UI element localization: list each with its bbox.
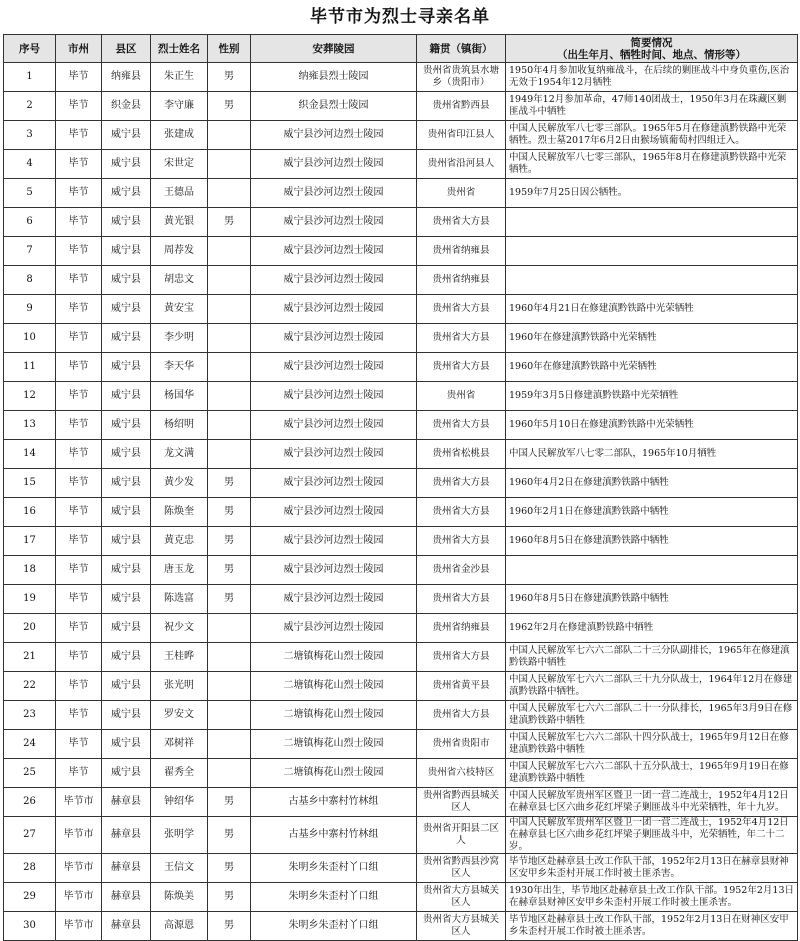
- cell-county: 威宁县: [102, 150, 151, 179]
- cell-cemetery: 威宁县沙河边烈士陵园: [251, 498, 417, 527]
- cell-county: 威宁县: [102, 614, 151, 643]
- cell-gender: [208, 179, 251, 208]
- cell-city: 毕节: [56, 469, 102, 498]
- cell-summary: 中国人民解放军八七零二部队，1965年10月牺牲: [506, 440, 798, 469]
- cell-gender: 男: [208, 92, 251, 121]
- cell-county: 威宁县: [102, 295, 151, 324]
- cell-cemetery: 二塘镇梅花山烈士陵园: [251, 759, 417, 788]
- cell-hometown: 贵州省黔西县沙窝区人: [417, 854, 506, 883]
- cell-summary: 1962年2月在修建滇黔铁路中牺牲: [506, 614, 798, 643]
- cell-name: 黄克忠: [151, 527, 208, 556]
- cell-cemetery: 威宁县沙河边烈士陵园: [251, 266, 417, 295]
- cell-summary: 1960年在修建滇黔铁路中光荣牺牲: [506, 324, 798, 353]
- cell-hometown: 贵州省黔西县城关区人: [417, 788, 506, 817]
- cell-cemetery: 威宁县沙河边烈士陵园: [251, 121, 417, 150]
- cell-name: 陈焕奎: [151, 498, 208, 527]
- cell-gender: 男: [208, 208, 251, 237]
- cell-index: 5: [4, 179, 56, 208]
- cell-hometown: 贵州省纳雍县: [417, 614, 506, 643]
- cell-county: 威宁县: [102, 585, 151, 614]
- cell-cemetery: 威宁县沙河边烈士陵园: [251, 150, 417, 179]
- header-gender: 性别: [208, 35, 251, 63]
- header-summary-subtitle: （出生年月、牺牲时间、地点、情形等）: [557, 48, 746, 61]
- cell-county: 威宁县: [102, 382, 151, 411]
- cell-gender: 男: [208, 556, 251, 585]
- cell-index: 19: [4, 585, 56, 614]
- table-row: [4, 353, 798, 382]
- cell-city: 毕节: [56, 759, 102, 788]
- cell-cemetery: 威宁县沙河边烈士陵园: [251, 208, 417, 237]
- cell-name: 宋世定: [151, 150, 208, 179]
- cell-index: 22: [4, 672, 56, 701]
- cell-summary: 1960年2月1日在修建滇黔铁路中牺牲: [506, 498, 798, 527]
- cell-city: 毕节: [56, 324, 102, 353]
- cell-name: 李守廉: [151, 92, 208, 121]
- cell-gender: 男: [208, 912, 251, 941]
- cell-hometown: 贵州省印江县人: [417, 121, 506, 150]
- cell-summary: [506, 556, 798, 585]
- table-row: [4, 527, 798, 556]
- table-row: [4, 854, 798, 883]
- cell-city: 毕节: [56, 556, 102, 585]
- table-row: [4, 469, 798, 498]
- cell-city: 毕节市: [56, 788, 102, 817]
- cell-city: 毕节市: [56, 883, 102, 912]
- cell-gender: [208, 324, 251, 353]
- cell-name: 周荐发: [151, 237, 208, 266]
- cell-gender: 男: [208, 469, 251, 498]
- cell-summary: [506, 266, 798, 295]
- cell-city: 毕节: [56, 411, 102, 440]
- cell-index: 25: [4, 759, 56, 788]
- cell-name: 黄安宝: [151, 295, 208, 324]
- cell-summary: [506, 237, 798, 266]
- cell-hometown: 贵州省大方县: [417, 498, 506, 527]
- cell-cemetery: 二塘镇梅花山烈士陵园: [251, 672, 417, 701]
- cell-cemetery: 威宁县沙河边烈士陵园: [251, 382, 417, 411]
- cell-summary: 1960年8月5日在修建滇黔铁路中牺牲: [506, 527, 798, 556]
- cell-county: 威宁县: [102, 556, 151, 585]
- cell-hometown: 贵州省黄平县: [417, 672, 506, 701]
- cell-hometown: 贵州省大方县: [417, 295, 506, 324]
- cell-hometown: 贵州省贵阳市: [417, 730, 506, 759]
- cell-index: 23: [4, 701, 56, 730]
- cell-cemetery: 纳雍县烈士陵园: [251, 63, 417, 92]
- header-county: 县区: [102, 35, 151, 63]
- header-index: 序号: [4, 35, 56, 63]
- cell-name: 高源恩: [151, 912, 208, 941]
- cell-county: 威宁县: [102, 324, 151, 353]
- cell-gender: [208, 759, 251, 788]
- cell-index: 28: [4, 854, 56, 883]
- cell-name: 罗安文: [151, 701, 208, 730]
- cell-name: 龙文满: [151, 440, 208, 469]
- table-row: [4, 556, 798, 585]
- cell-city: 毕节: [56, 295, 102, 324]
- cell-city: 毕节: [56, 150, 102, 179]
- cell-summary: 1960年4月21日在修建滇黔铁路中光荣牺牲: [506, 295, 798, 324]
- cell-city: 毕节: [56, 672, 102, 701]
- cell-city: 毕节: [56, 614, 102, 643]
- cell-index: 29: [4, 883, 56, 912]
- cell-gender: [208, 730, 251, 759]
- cell-hometown: 贵州省开阳县二区人: [417, 817, 506, 854]
- cell-county: 赫章县: [102, 854, 151, 883]
- cell-cemetery: 威宁县沙河边烈士陵园: [251, 411, 417, 440]
- table-row: [4, 150, 798, 179]
- cell-index: 9: [4, 295, 56, 324]
- cell-county: 威宁县: [102, 730, 151, 759]
- cell-summary: 中国人民解放军贵州军区暨卫一团一营二连战士，1952年4月12日在赫章县七区六曲乡花红坪梁子剿匪战斗中，光荣牺牲，年二十二岁。: [506, 817, 798, 854]
- cell-gender: 男: [208, 527, 251, 556]
- cell-gender: 男: [208, 585, 251, 614]
- cell-county: 威宁县: [102, 411, 151, 440]
- header-summary: [506, 35, 798, 63]
- table-row: [4, 759, 798, 788]
- cell-county: 赫章县: [102, 912, 151, 941]
- cell-summary: 中国人民解放军八七零三部队。1965年5月在修建滇黔铁路中光荣牺牲。烈士墓2017年6月2日由猴场镇葡萄村四组迁入。: [506, 121, 798, 150]
- cell-city: 毕节市: [56, 912, 102, 941]
- cell-summary: 1960年在修建滇黔铁路中光荣牺牲: [506, 353, 798, 382]
- cell-hometown: 贵州省纳雍县: [417, 237, 506, 266]
- cell-index: 1: [4, 63, 56, 92]
- cell-cemetery: 古基乡中寨村竹林组: [251, 817, 417, 854]
- cell-index: 11: [4, 353, 56, 382]
- cell-hometown: 贵州省黔西县: [417, 92, 506, 121]
- cell-name: 张明学: [151, 817, 208, 854]
- martyr-table: [3, 34, 798, 941]
- cell-name: 翟秀全: [151, 759, 208, 788]
- cell-cemetery: 威宁县沙河边烈士陵园: [251, 237, 417, 266]
- cell-city: 毕节: [56, 498, 102, 527]
- cell-hometown: 贵州省松桃县: [417, 440, 506, 469]
- table-row: [4, 179, 798, 208]
- cell-name: 李天华: [151, 353, 208, 382]
- cell-city: 毕节: [56, 237, 102, 266]
- cell-summary: 1950年4月参加收复纳雍战斗，在后续的剿匪战斗中身负重伤,医治无效于1954年12月牺牲: [506, 63, 798, 92]
- cell-summary: 1959年3月5日修建滇黔铁路中光荣牺牲: [506, 382, 798, 411]
- table-row: [4, 440, 798, 469]
- cell-cemetery: 织金县烈士陵园: [251, 92, 417, 121]
- table-row: [4, 912, 798, 941]
- cell-summary: 中国人民解放军七六六二部队二十一分队排长，1965年3月9日在修建滇黔铁路中牺牲: [506, 701, 798, 730]
- cell-name: 祝少文: [151, 614, 208, 643]
- cell-index: 2: [4, 92, 56, 121]
- table-row: [4, 92, 798, 121]
- cell-summary: 1960年5月10日在修建滇黔铁路中光荣牺牲: [506, 411, 798, 440]
- header-cemetery: 安葬陵园: [251, 35, 417, 63]
- cell-index: 7: [4, 237, 56, 266]
- cell-county: 威宁县: [102, 759, 151, 788]
- cell-gender: [208, 614, 251, 643]
- cell-gender: [208, 353, 251, 382]
- table-row: [4, 324, 798, 353]
- cell-hometown: 贵州省大方县: [417, 469, 506, 498]
- cell-county: 威宁县: [102, 266, 151, 295]
- cell-county: 威宁县: [102, 672, 151, 701]
- cell-cemetery: 威宁县沙河边烈士陵园: [251, 469, 417, 498]
- cell-name: 杨国华: [151, 382, 208, 411]
- table-row: [4, 643, 798, 672]
- cell-index: 27: [4, 817, 56, 854]
- cell-gender: 男: [208, 498, 251, 527]
- cell-name: 张建成: [151, 121, 208, 150]
- cell-hometown: 贵州省大方县: [417, 643, 506, 672]
- cell-city: 毕节: [56, 701, 102, 730]
- table-row: [4, 614, 798, 643]
- cell-county: 纳雍县: [102, 63, 151, 92]
- cell-summary: 1960年4月2日在修建滇黔铁路中牺牲: [506, 469, 798, 498]
- cell-hometown: 贵州省大方县城关区人: [417, 883, 506, 912]
- cell-index: 24: [4, 730, 56, 759]
- cell-summary: 毕节地区赴赫章县土改工作队干部，1952年2月13日在赫章县财神区安甲乡朱歪村开展工作时被土匪杀害。: [506, 854, 798, 883]
- cell-gender: 男: [208, 883, 251, 912]
- cell-name: 王德品: [151, 179, 208, 208]
- cell-hometown: 贵州省大方县: [417, 353, 506, 382]
- cell-gender: 男: [208, 817, 251, 854]
- cell-city: 毕节: [56, 585, 102, 614]
- cell-index: 26: [4, 788, 56, 817]
- cell-city: 毕节: [56, 63, 102, 92]
- cell-county: 赫章县: [102, 883, 151, 912]
- cell-summary: [506, 208, 798, 237]
- cell-hometown: 贵州省大方县: [417, 701, 506, 730]
- header-summary-title: 简要情况: [630, 36, 673, 49]
- cell-name: 陈焕美: [151, 883, 208, 912]
- cell-hometown: 贵州省沿河县人: [417, 150, 506, 179]
- cell-gender: [208, 440, 251, 469]
- table-row: [4, 411, 798, 440]
- table-row: [4, 585, 798, 614]
- table-row: [4, 266, 798, 295]
- cell-index: 10: [4, 324, 56, 353]
- cell-cemetery: 二塘镇梅花山烈士陵园: [251, 643, 417, 672]
- cell-city: 毕节: [56, 353, 102, 382]
- cell-county: 赫章县: [102, 788, 151, 817]
- cell-hometown: 贵州省: [417, 382, 506, 411]
- cell-hometown: 贵州省贵筑县水塘乡（贵阳市）: [417, 63, 506, 92]
- cell-city: 毕节: [56, 730, 102, 759]
- cell-city: 毕节: [56, 179, 102, 208]
- cell-name: 李少明: [151, 324, 208, 353]
- cell-hometown: 贵州省六枝特区: [417, 759, 506, 788]
- cell-name: 黄少发: [151, 469, 208, 498]
- table-row: [4, 883, 798, 912]
- cell-hometown: 贵州省大方县: [417, 208, 506, 237]
- cell-name: 王桂晔: [151, 643, 208, 672]
- cell-gender: [208, 643, 251, 672]
- table-row: [4, 817, 798, 854]
- cell-gender: [208, 411, 251, 440]
- cell-hometown: 贵州省大方县: [417, 585, 506, 614]
- cell-summary: 1959年7月25日因公牺牲。: [506, 179, 798, 208]
- cell-name: 黄光银: [151, 208, 208, 237]
- cell-cemetery: 威宁县沙河边烈士陵园: [251, 179, 417, 208]
- cell-county: 威宁县: [102, 237, 151, 266]
- header-name: 烈士姓名: [151, 35, 208, 63]
- cell-cemetery: 古基乡中寨村竹林组: [251, 788, 417, 817]
- cell-city: 毕节: [56, 208, 102, 237]
- cell-cemetery: 威宁县沙河边烈士陵园: [251, 353, 417, 382]
- cell-name: 唐玉龙: [151, 556, 208, 585]
- cell-gender: 男: [208, 788, 251, 817]
- cell-county: 织金县: [102, 92, 151, 121]
- cell-cemetery: 二塘镇梅花山烈士陵园: [251, 730, 417, 759]
- cell-summary: 毕节地区赴赫章县土改工作队干部，1952年2月13日在财神区安甲乡朱歪村开展工作时被土匪杀害。: [506, 912, 798, 941]
- cell-county: 威宁县: [102, 643, 151, 672]
- table-row: [4, 237, 798, 266]
- cell-index: 12: [4, 382, 56, 411]
- cell-index: 30: [4, 912, 56, 941]
- cell-name: 胡忠文: [151, 266, 208, 295]
- cell-cemetery: 威宁县沙河边烈士陵园: [251, 614, 417, 643]
- cell-summary: 中国人民解放军七六六二部队十四分队战士，1965年9月12日在修建滇黔铁路中牺牲: [506, 730, 798, 759]
- cell-city: 毕节: [56, 440, 102, 469]
- table-row: [4, 730, 798, 759]
- cell-name: 钟绍华: [151, 788, 208, 817]
- cell-index: 13: [4, 411, 56, 440]
- cell-index: 17: [4, 527, 56, 556]
- cell-name: 邓树祥: [151, 730, 208, 759]
- cell-hometown: 贵州省大方县: [417, 527, 506, 556]
- cell-index: 21: [4, 643, 56, 672]
- table-row: [4, 208, 798, 237]
- cell-hometown: 贵州省大方县: [417, 411, 506, 440]
- table-header-row: [4, 35, 798, 63]
- cell-cemetery: 威宁县沙河边烈士陵园: [251, 527, 417, 556]
- cell-gender: [208, 382, 251, 411]
- cell-name: 陈选富: [151, 585, 208, 614]
- cell-cemetery: 朱明乡朱歪村丫口组: [251, 854, 417, 883]
- cell-index: 20: [4, 614, 56, 643]
- cell-index: 4: [4, 150, 56, 179]
- cell-cemetery: 威宁县沙河边烈士陵园: [251, 440, 417, 469]
- cell-gender: [208, 295, 251, 324]
- cell-cemetery: 威宁县沙河边烈士陵园: [251, 556, 417, 585]
- table-row: [4, 788, 798, 817]
- cell-gender: [208, 701, 251, 730]
- cell-county: 赫章县: [102, 817, 151, 854]
- table-body: [4, 63, 798, 941]
- table-row: [4, 295, 798, 324]
- cell-cemetery: 朱明乡朱歪村丫口组: [251, 912, 417, 941]
- cell-summary: 中国人民解放军七六六二部队二十三分队副排长，1965年在修建滇黔铁路中牺牲: [506, 643, 798, 672]
- cell-city: 毕节: [56, 527, 102, 556]
- cell-hometown: 贵州省大方县城关区人: [417, 912, 506, 941]
- cell-index: 16: [4, 498, 56, 527]
- cell-summary: 1949年12月参加革命，47师140团战士，1950年3月在珠藏区剿匪战斗中牺牲: [506, 92, 798, 121]
- cell-name: 朱正生: [151, 63, 208, 92]
- cell-index: 18: [4, 556, 56, 585]
- cell-hometown: 贵州省大方县: [417, 324, 506, 353]
- cell-index: 8: [4, 266, 56, 295]
- cell-gender: [208, 121, 251, 150]
- cell-gender: [208, 150, 251, 179]
- cell-gender: [208, 672, 251, 701]
- table-row: [4, 121, 798, 150]
- cell-summary: 中国人民解放军八七零三部队，1965年8月在修建滇黔铁路中光荣牺牲。: [506, 150, 798, 179]
- cell-name: 王信文: [151, 854, 208, 883]
- cell-name: 张光明: [151, 672, 208, 701]
- table-row: [4, 382, 798, 411]
- cell-county: 威宁县: [102, 353, 151, 382]
- cell-hometown: 贵州省金沙县: [417, 556, 506, 585]
- cell-gender: [208, 237, 251, 266]
- cell-cemetery: 二塘镇梅花山烈士陵园: [251, 701, 417, 730]
- cell-county: 威宁县: [102, 208, 151, 237]
- cell-summary: 中国人民解放军贵州军区暨卫一团一营二连战士，1952年4月12日在赫章县七区六曲乡花红坪梁子剿匪战斗中光荣牺牲，年十九岁。: [506, 788, 798, 817]
- cell-gender: 男: [208, 63, 251, 92]
- cell-city: 毕节: [56, 643, 102, 672]
- cell-city: 毕节市: [56, 817, 102, 854]
- cell-cemetery: 朱明乡朱歪村丫口组: [251, 883, 417, 912]
- cell-summary: 1930年出生，毕节地区赴赫章县土改工作队干部。1952年2月13日在赫章县财神区安甲乡朱歪村开展工作时被土匪杀害。: [506, 883, 798, 912]
- cell-summary: 中国人民解放军七六六二部队十五分队战士，1965年9月19日在修建滇黔铁路中牺牲: [506, 759, 798, 788]
- cell-cemetery: 威宁县沙河边烈士陵园: [251, 585, 417, 614]
- table-row: [4, 63, 798, 92]
- table-row: [4, 498, 798, 527]
- cell-county: 威宁县: [102, 440, 151, 469]
- cell-county: 威宁县: [102, 527, 151, 556]
- page-title: 毕节市为烈士寻亲名单: [310, 7, 490, 27]
- cell-hometown: 贵州省纳雍县: [417, 266, 506, 295]
- cell-hometown: 贵州省: [417, 179, 506, 208]
- cell-county: 威宁县: [102, 701, 151, 730]
- table-row: [4, 701, 798, 730]
- cell-county: 威宁县: [102, 179, 151, 208]
- cell-city: 毕节: [56, 92, 102, 121]
- header-hometown: 籍贯（镇街）: [417, 35, 506, 63]
- cell-county: 威宁县: [102, 121, 151, 150]
- cell-index: 6: [4, 208, 56, 237]
- cell-city: 毕节: [56, 266, 102, 295]
- cell-cemetery: 威宁县沙河边烈士陵园: [251, 295, 417, 324]
- cell-city: 毕节: [56, 382, 102, 411]
- cell-county: 威宁县: [102, 498, 151, 527]
- header-city: 市州: [56, 35, 102, 63]
- cell-gender: 男: [208, 854, 251, 883]
- cell-city: 毕节: [56, 121, 102, 150]
- cell-county: 威宁县: [102, 469, 151, 498]
- cell-index: 15: [4, 469, 56, 498]
- cell-gender: [208, 266, 251, 295]
- cell-summary: 中国人民解放军七六六二部队三十九分队战士，1964年12月在修建滇黔铁路中牺牲。: [506, 672, 798, 701]
- cell-cemetery: 威宁县沙河边烈士陵园: [251, 324, 417, 353]
- cell-name: 杨绍明: [151, 411, 208, 440]
- cell-index: 14: [4, 440, 56, 469]
- cell-summary: 1960年8月5日在修建滇黔铁路中牺牲: [506, 585, 798, 614]
- cell-index: 3: [4, 121, 56, 150]
- cell-city: 毕节市: [56, 854, 102, 883]
- table-row: [4, 672, 798, 701]
